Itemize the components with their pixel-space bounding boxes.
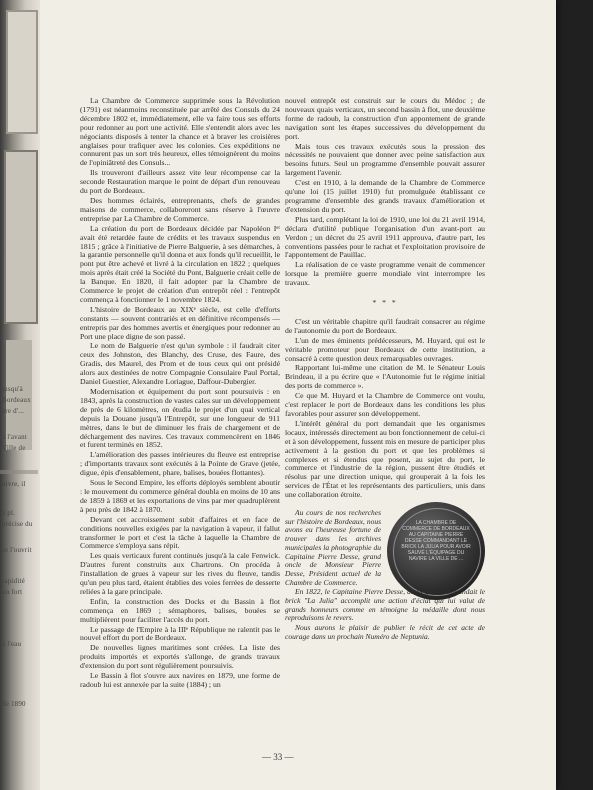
paragraph: L'histoire de Bordeaux au XIXᵉ siècle, est celle d'efforts constants — souvent contrariés et en définitive récompensés — entrepris par des hommes avertis et énergiques pour redonner au Port une place digne de son passé. (80, 304, 280, 341)
paragraph: Enfin, la construction des Docks et du Bassin à flot commença en 1869 ; sémaphores, balises, bouées se multiplièrent pour faciliter l'accès du port. (80, 596, 280, 624)
clipped-line (0, 470, 38, 474)
clipped-text: un fort (2, 588, 23, 596)
paragraph: Les quais verticaux furent continués jusqu'à la cale Fenwick. D'autres furent construits aux Chartrons. On procéda à l'installation de grues à vapeur sur les rives du fleuve, tandis qu'un peu plus tard, étaient établies des voies ferrées de desserte reliées à la gare principale. (80, 551, 280, 596)
paragraph: La création du port de Bordeaux décidée par Napoléon Iᵉʳ avait été retardée faute de crédits et les travaux suspendus en 1815 ; grâce à l'initiative de Pierre Balguerie, à ses démarches, à la garantie personnelle qu'il donna et aux fonds qu'il recueillit, le pont put être achevé et livré à la circulation en 1822 ; quelques mois après était créé la Société du Pont, Balguerie créait celle de la Banque. En 1820, il fait adopter par la Chambre de Commerce le projet de création d'un entrepôt réel : l'entrepôt commença à fonctionner le 1 novembre 1824. (80, 223, 280, 304)
paragraph: La Chambre de Commerce supprimée sous la Révolution (1791) est néanmoins reconstituée par arrêté des Consuls du 24 décembre 1802 et, immédiatement, elle va faire tous ses efforts pour redonner au port une activité. Elle s'entendit alors avec les négociants disposés à tenter la chance et à braver les croisières anglaises pour trafiquer avec les colonies. Ces expéditions ne connurent pas un sort très heureux, elles témoignèrent du moins de l'opiniâtreté des Consuls... (80, 96, 280, 168)
paragraph: Le nom de Balguerie n'est qu'un symbole : il faudrait citer ceux des Johnston, des Blanchy, des Cruse, des Faure, des Gradis, des Maurel, des Prom et de tous ceux qui ont présidé alors aux destinées de notre Compagnie Consulaire Paul Portal, Daniel Guestier, Alexandre Loriague, Daffour-Dubergier. (80, 341, 280, 387)
medal-inscription: LA CHAMBRE DE COMMERCE DE BORDEAUX AU CAPITAINE PIERRE DESSE COMMANDANT LE BRICK LA JULIA POUR AVOIR SAUVÉ L'ÉQUIPAGE DU NAVIRE LA VILLE DE ... (401, 520, 471, 562)
photo-frame (6, 10, 38, 134)
paragraph: Devant cet accroissement subit d'affaires et en face de conditions nouvelles exigées par la navigation à vapeur, il fallut transformer le port et c'est la tâche à laquelle la Chambre de Commerce s'employa sans répit. (80, 514, 280, 551)
paragraph: Ils trouveront d'ailleurs assez vite leur récompense car la seconde Restauration marque le point de départ d'un renouveau du port de Bordeaux. (80, 168, 280, 196)
clipped-text: se l'ouvrit (2, 546, 32, 554)
paragraph: Plus tard, complétant la loi de 1910, une loi du 21 avril 1914, déclara d'utilité publique l'organisation d'un avant-port au Verdon ; un décret du 25 avril 1911 approuva, d'autre part, les conventions passées pour le rachat et l'exploitation provisoire de l'appontement de Pauillac. (285, 214, 485, 260)
clipped-text: à l'avant (2, 433, 28, 441)
paragraph: Le passage de l'Empire à la IIIᵉ République ne ralentit pas le nouvel effort du port de Bordeaux. (80, 624, 280, 643)
paragraph: Modernisation et équipement du port sont poursuivis : en 1843, après la construction de vastes cales sur un développement de près de 6 kilomètres, on étudia le projet d'un quai vertical depuis la Douane jusqu'à l'Entrepôt, sur une longueur de 911 mètres, dans le but de diminuer les frais de chargement et de déchargement des navires. Ces travaux commencèrent en 1846 et furent terminés en 1852. (80, 387, 280, 450)
dark-background (553, 0, 593, 790)
paragraph: L'amélioration des passes intérieures du fleuve est entreprise ; d'importants travaux sont exécutés à la Pointe de Grave (jetée, digue, épis d'ensablement, phare, balises, bouées flottantes). (80, 450, 280, 478)
clipped-text: ère d'... (2, 407, 25, 415)
left-text-column (80, 97, 280, 691)
clipped-text: Bordeaux (2, 396, 31, 404)
clipped-text: à pl. (2, 509, 16, 517)
paragraph: Des hommes éclairés, entreprenants, chefs de grandes maisons de commerce, collaboreront sans réserve à l'œuvre entreprise par La Chambre de Commerce. (80, 195, 280, 223)
caption-paragraph: En 1822, le Capitaine Pierre Desse, alors qu'il commandait le brick "La Julia" accomplit une action d'éclat qui lui valut de grands honneurs comme en témoigne la médaille dont nous reproduisons le revers. (285, 587, 485, 623)
paragraph: Le Bassin à flot s'ouvre aux navires en 1879, une forme de radoub lui est annexée par la suite (1884) ; un (80, 671, 280, 689)
clipped-text: précise du (2, 520, 33, 528)
paragraph: C'est en 1910, à la demande de la Chambre de Commerce qu'une loi (15 juillet 1910) fut promulguée établissant ce programme d'ensemble des grands travaux d'amélioration et d'extension du port. (285, 178, 485, 214)
paragraph: L'intérêt général du port demandait que les organismes locaux, intéressés directement au bon fonctionnement de celui-ci et à son développement, fussent mis en mesure de participer plus activement à la gestion du port et que les problèmes si complexes et si étendus que posent, au sujet du port, le commerce et l'industrie de la région, pussent être étudiés et résolus par une direction unique, qui grouperait à la fois les services de l'État et les représentants des particuliers, unis dans une collaboration étroite. (285, 418, 485, 500)
clipped-text: jusqu'à (2, 385, 23, 393)
paragraph: Ce que M. Huyard et la Chambre de Commerce ont voulu, c'est replacer le port de Bordeaux dans les conditions les plus favorables pour assurer son développement. (285, 391, 485, 418)
clipped-text: nivre, il (2, 480, 26, 488)
paragraph: De nouvelles lignes maritimes sont créées. La liste des produits importés et exportés s'allonge, de grands travaux d'extension du port sont régulièrement poursuivis. (80, 643, 280, 671)
page-number: — 33 — (262, 752, 294, 762)
right-text-column (285, 97, 485, 501)
clipped-text: rapidité (2, 577, 25, 585)
paragraph: Mais tous ces travaux exécutés sous la pression des nécessités ne pouvaient que donner avec peine satisfaction aux besoins futurs. Seul un programme d'ensemble pouvait assurer largement l'avenir. (285, 141, 485, 178)
caption-paragraph: Au cours de nos recherches sur l'histoire de Bordeaux, nous avons eu l'heureuse fortune de trouver dans les archives municipales la photographie du Capitaine Pierre Desse, grand oncle de Monsieur Pierre Desse, Président actuel de la Chambre de Commerce. (285, 508, 381, 587)
clipped-text: à l'eau (2, 640, 22, 648)
paragraph: Rapportant lui-même une citation de M. le Sénateur Louis Brindeau, il a pu écrire que « l'Autonomie fut le régime initial des ports de commerce ». (285, 363, 485, 391)
left-page-photo (0, 0, 40, 790)
paragraph: C'est un véritable chapitre qu'il faudrait consacrer au régime de l'autonomie du port de Bordeaux. (285, 316, 485, 335)
clipped-text: Ville de (2, 444, 26, 452)
paragraph: Sous le Second Empire, les efforts déployés semblent aboutir : le mouvement du commerce général doubla en moins de 10 ans de 1859 à 1869 et les exportations de vins par mer quadruplèrent à peu près de 1842 à 1870. (80, 478, 280, 514)
caption-paragraph: Nous aurons le plaisir de publier le récit de cet acte de courage dans un prochain Numéro de Neptunia. (285, 623, 485, 641)
clipped-text: de 1890 (2, 700, 26, 708)
medal-caption (285, 509, 485, 643)
paragraph: La réalisation de ce vaste programme venait de commencer lorsque la première guerre mondiale vint interrompre les travaux. (285, 260, 485, 288)
paragraph: L'un de mes éminents prédécesseurs, M. Huyard, qui est le véritable promoteur pour Bordeaux de cette institution, a consacré à cette question deux remarquables ouvrages. (285, 335, 485, 363)
photo-frame (4, 150, 38, 324)
paragraph: nouvel entrepôt est construit sur le cours du Médoc ; de nouveaux quais verticaux, un second bassin à flot, une deuxième forme de radoub, la construction d'un appontement de grande navigation sont les étapes successives du développement du port. (285, 96, 485, 141)
section-separator: * * * (372, 298, 398, 308)
